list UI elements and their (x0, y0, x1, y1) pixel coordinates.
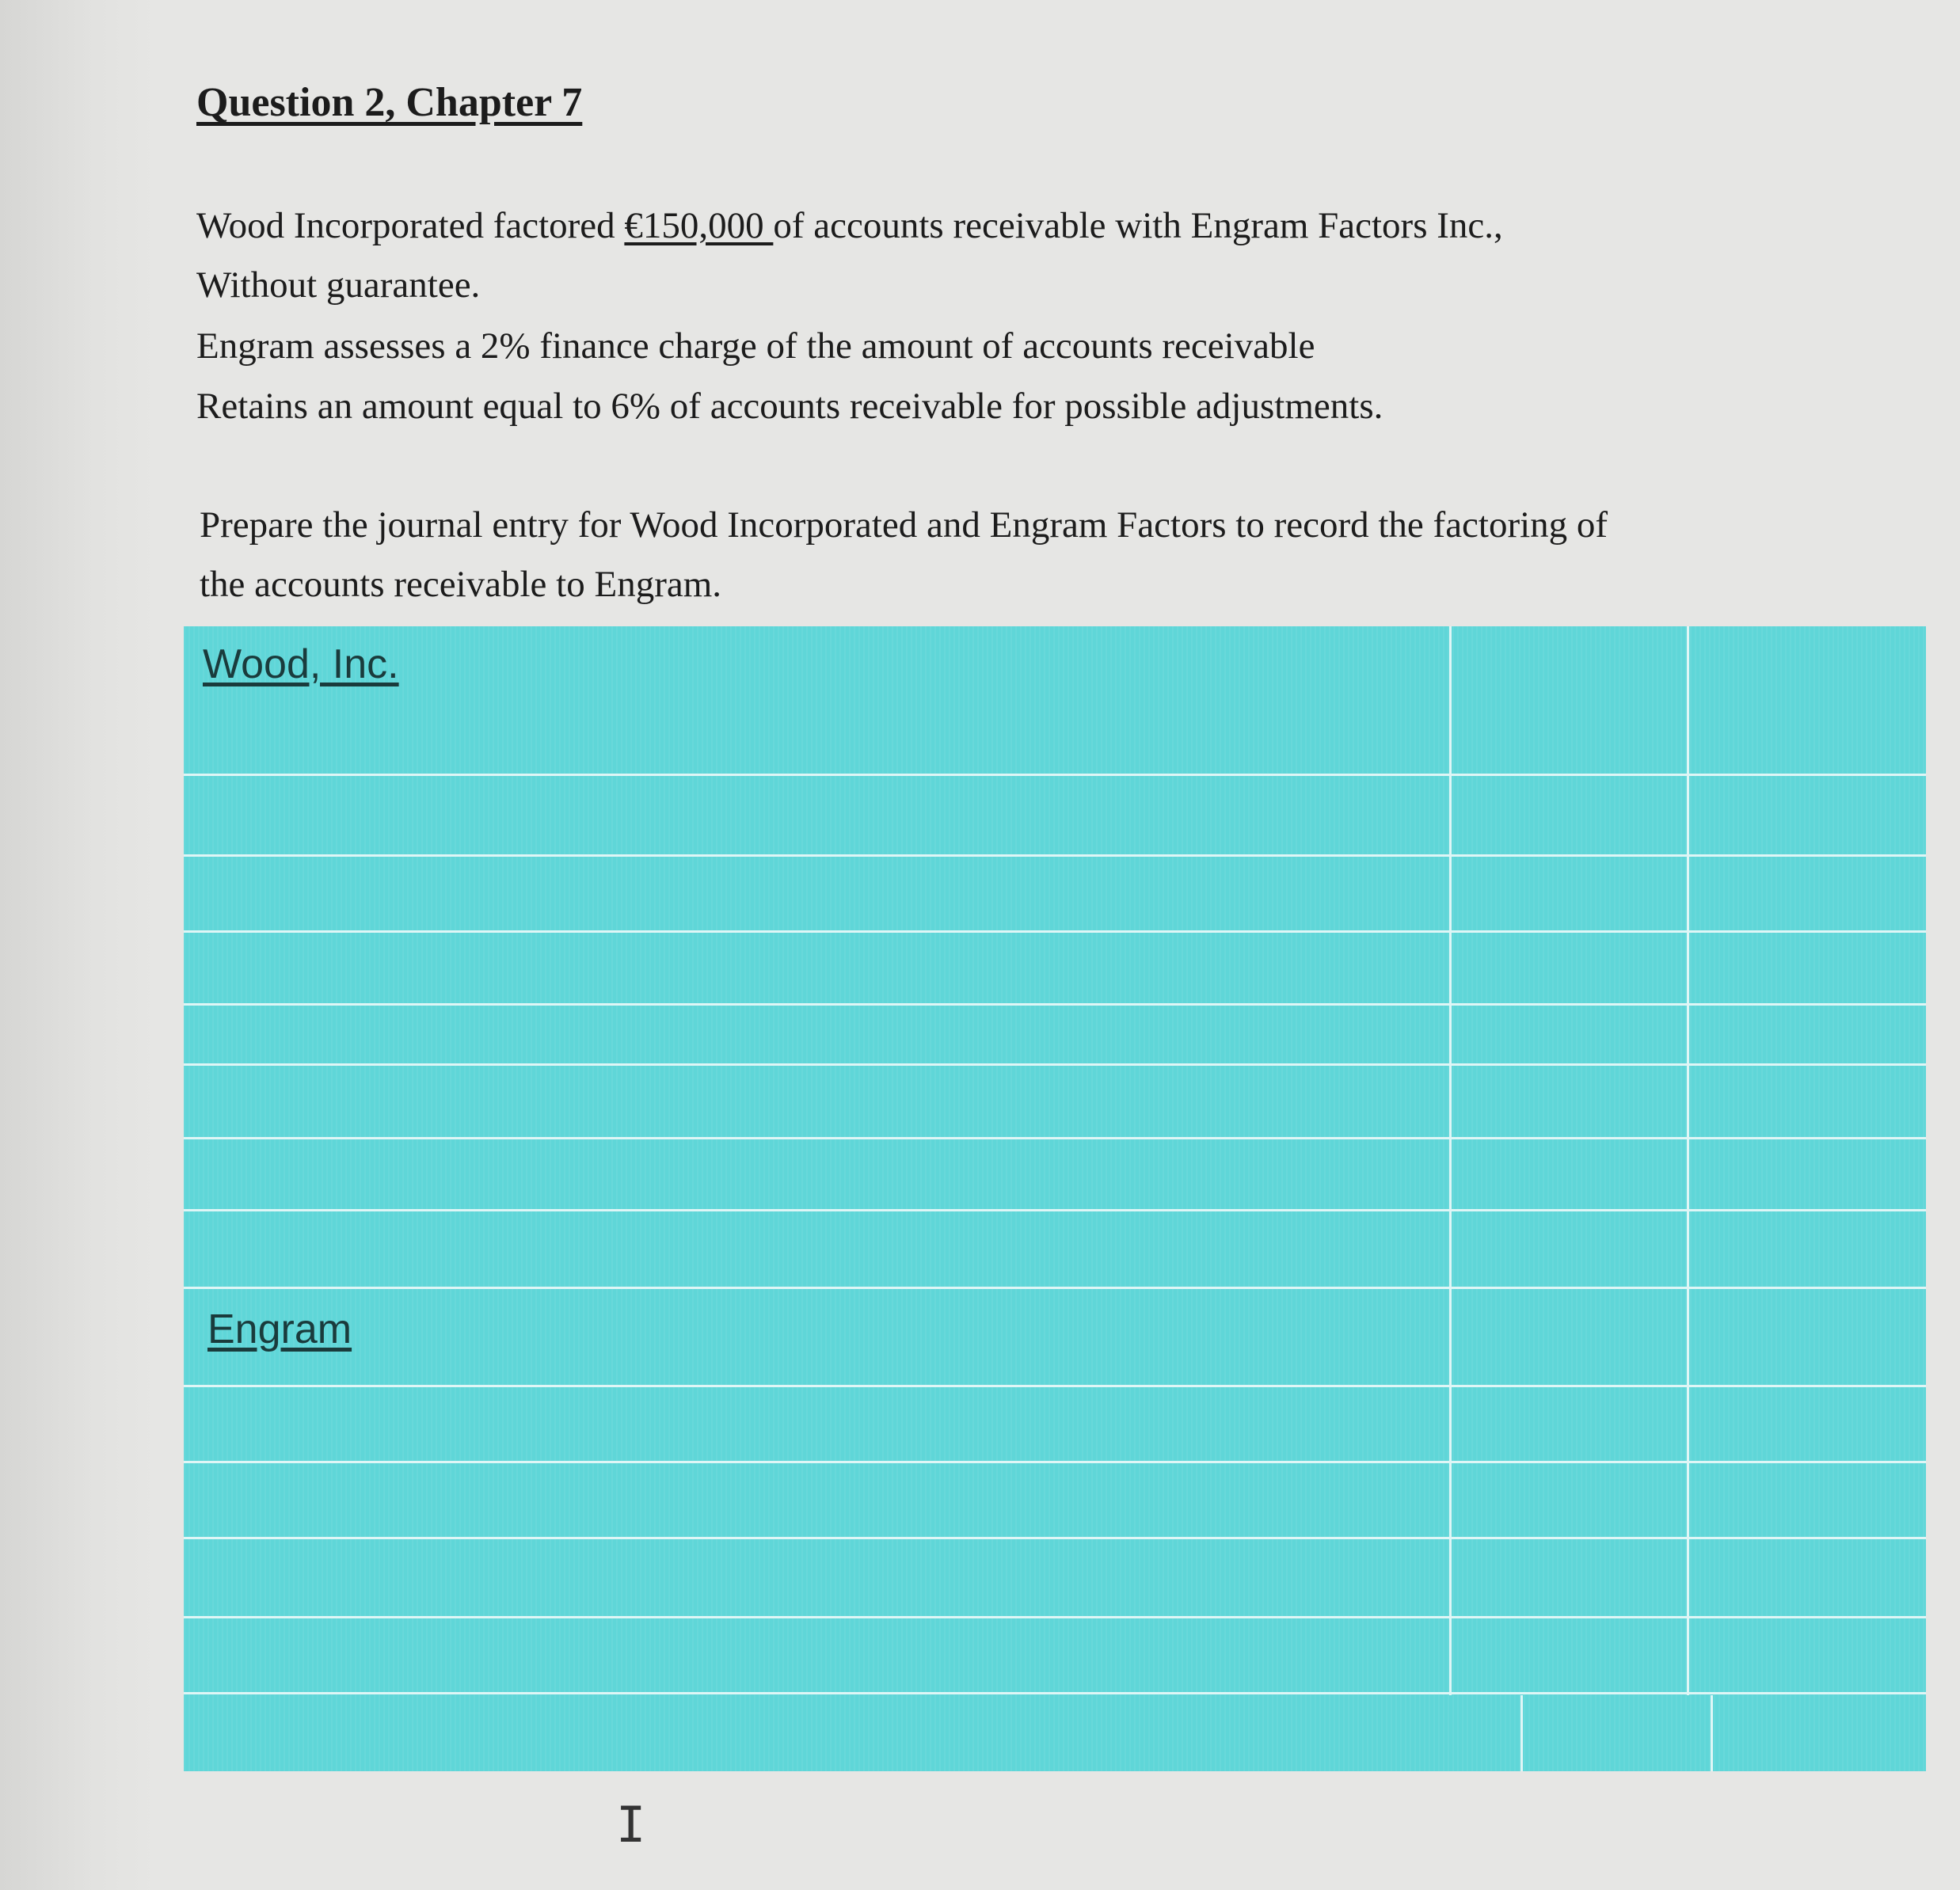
question-line-1-end: of accounts receivable with Engram Factors Inc., (773, 205, 1503, 246)
journal-row-line (184, 1461, 1926, 1463)
journal-row-line (184, 1385, 1926, 1387)
question-title: Question 2, Chapter 7 (196, 80, 583, 125)
question-line-4: Retains an amount equal to 6% of accounts receivable for possible adjustments. (196, 386, 1383, 427)
journal-row-line (184, 1003, 1926, 1006)
question-line-1-start: Wood Incorporated factored (196, 205, 625, 246)
journal-row-line (184, 1692, 1926, 1694)
bottom-row-divider-1 (1520, 1695, 1523, 1771)
debit-column-divider (1449, 626, 1452, 1695)
journal-row-line (184, 930, 1926, 933)
wood-inc-section-label: Wood, Inc. (203, 641, 399, 687)
journal-row-line (184, 1616, 1926, 1618)
bottom-row-divider-2 (1711, 1695, 1713, 1771)
journal-row-line (184, 1137, 1926, 1139)
journal-row-line (184, 1063, 1926, 1066)
journal-row-line (184, 854, 1926, 857)
journal-row-line (184, 1209, 1926, 1211)
journal-entry-table[interactable] (184, 626, 1926, 1771)
credit-column-divider (1687, 626, 1689, 1695)
journal-row-line (184, 1287, 1926, 1289)
prompt-line-1: Prepare the journal entry for Wood Incorporated and Engram Factors to record the factoring of (200, 504, 1608, 546)
engram-section-label: Engram (207, 1306, 352, 1352)
question-line-2: Without guarantee. (196, 264, 481, 306)
journal-row-line (184, 1537, 1926, 1539)
text-cursor-icon: I (616, 1796, 646, 1854)
prompt-line-2: the accounts receivable to Engram. (200, 564, 722, 605)
question-line-3: Engram assesses a 2% finance charge of the amount of accounts receivable (196, 325, 1315, 367)
factored-amount: €150,000 (624, 205, 774, 246)
question-line-1 (196, 204, 1503, 247)
journal-row-line (184, 774, 1926, 776)
